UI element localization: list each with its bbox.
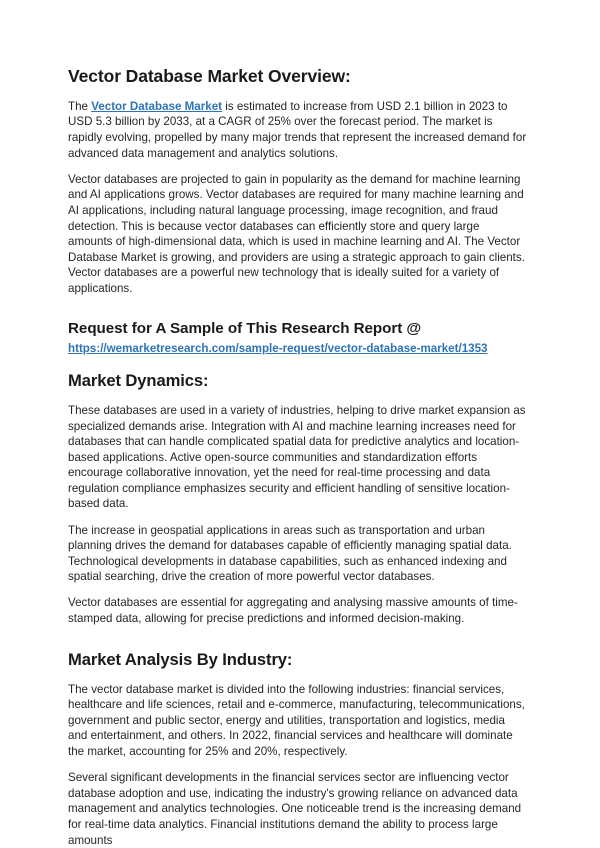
spacer — [68, 356, 527, 370]
paragraph-analysis-1: The vector database market is divided into the following industries: financial services, healthcare and life sciences, retail and e-commerce, manufacturing, telecommunications, government and public sector, energy and utilities, transportation and logistics, media and entertainment, and others. In 2022, financial services and healthcare will dominate the market, accounting for 25% and 20%, respectively. — [68, 682, 525, 759]
paragraph-dynamics-2: The increase in geospatial applications in areas such as transportation and urban planning drives the demand for databases capable of efficiently managing spatial data. Technological developments in database capabilities, such as enhanced indexing and spatial searching, drive the creation of more powerful vector databases. — [68, 523, 512, 584]
market-analysis-heading: Market Analysis By Industry: — [68, 650, 293, 670]
spacer — [68, 307, 527, 319]
paragraph-dynamics-1: These databases are used in a variety of industries, helping to drive market expansion as specialized demands arise. Integration with AI and machine learning increases need for databases that can handle complicated spatial data for predictive analytics and location-based applications. Active open-source communities and standardization efforts encourage collaborative innovation, yet the need for real-time processing and data regulation compliance emphasizes security and efficient handling of sensitive location-based data. — [68, 403, 526, 511]
page-title: Vector Database Market Overview: — [68, 66, 351, 86]
market-dynamics-heading: Market Dynamics: — [68, 371, 209, 391]
paragraph-analysis-2: Several significant developments in the financial services sector are influencing vector database adoption and use, indicating the industry's growing reliance on advanced data management and analytics technologies. One noticeable trend is the increasing demand for real-time data analytics. Financial institutions demand the ability to process large amounts — [68, 771, 522, 847]
spacer — [68, 637, 527, 649]
paragraph-dynamics-3: Vector databases are essential for aggregating and analysing massive amounts of time-stamped data, allowing for precise predictions and informed decision-making. — [68, 596, 518, 626]
sample-request-url-line — [68, 341, 527, 357]
paragraph-overview-1 — [68, 99, 527, 161]
paragraph-text-suffix: is estimated to increase from USD 2.1 billion in 2023 to USD 5.3 billion by 2033, at a CAGR of 25% over the forecast period. The market is rapidly evolving, propelled by many major trends that represent the increased demand for advanced data management and analytics solutions. — [68, 99, 527, 160]
paragraph-overview-2: Vector databases are projected to gain in popularity as the demand for machine learning and AI applications grows. Vector databases are required for many machine learning and AI applications, including natural language processing, image recognition, and fraud detection. This is because vector databases can efficiently store and query large amounts of high-dimensional data, which is used in machine learning and AI. The Vector Database Market is growing, and providers are using a strategic approach to gain clients. Vector databases are a powerful new technology that is ideally suited for a variety of applications. — [68, 172, 525, 295]
document-body — [68, 66, 527, 848]
paragraph-text-prefix: The — [68, 99, 92, 113]
sample-request-heading: Request for A Sample of This Research Report @ — [68, 320, 422, 337]
vector-database-market-link[interactable]: Vector Database Market — [91, 99, 223, 113]
sample-request-link[interactable]: https://wemarketresearch.com/sample-request/vector-database-market/1353 — [68, 341, 488, 355]
